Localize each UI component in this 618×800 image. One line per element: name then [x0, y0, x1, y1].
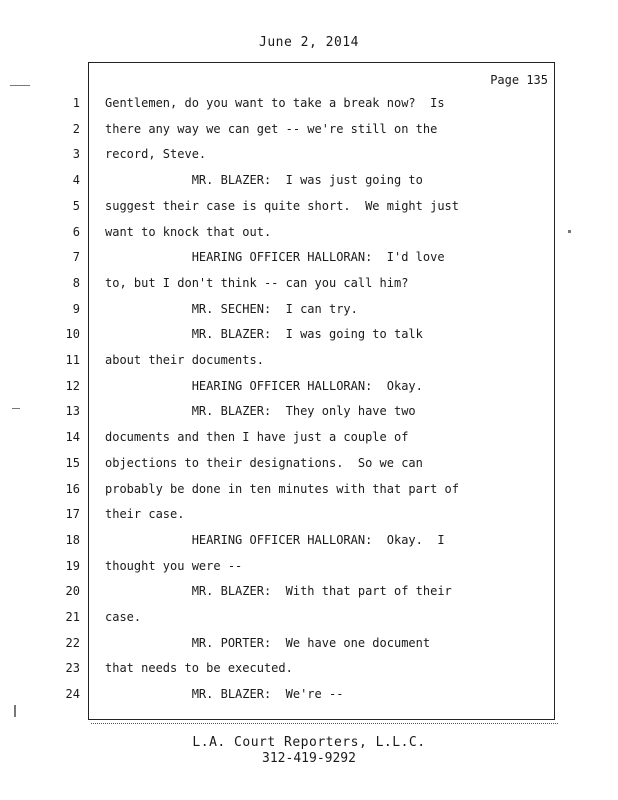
line-text: HEARING OFFICER HALLORAN: Okay.	[105, 379, 423, 393]
line-number: 1	[72, 96, 80, 110]
header-date: June 2, 2014	[259, 35, 359, 50]
line-number: 24	[65, 687, 80, 701]
line-text: HEARING OFFICER HALLORAN: Okay. I	[105, 533, 445, 547]
line-text: probably be done in ten minutes with that part of	[105, 482, 460, 496]
line-number: 8	[72, 276, 80, 290]
line-number: 6	[72, 225, 80, 239]
line-text: MR. PORTER: We have one document	[105, 636, 431, 650]
line-text: MR. BLAZER: They only have two	[105, 404, 416, 418]
line-number: 7	[72, 250, 80, 264]
line-text: their case.	[105, 507, 185, 521]
line-text: MR. BLAZER: We're --	[105, 687, 344, 701]
line-text: there any way we can get -- we're still on the	[105, 122, 438, 136]
line-number: 19	[65, 559, 80, 573]
line-number: 11	[65, 353, 80, 367]
line-number: 5	[72, 199, 80, 213]
line-text: MR. BLAZER: With that part of their	[105, 584, 452, 598]
line-text: that needs to be executed.	[105, 661, 293, 675]
line-text: suggest their case is quite short. We might just	[105, 199, 460, 213]
line-number: 22	[65, 636, 80, 650]
line-text: MR. BLAZER: I was going to talk	[105, 327, 423, 341]
line-text: MR. SECHEN: I can try.	[105, 302, 358, 316]
line-number: 14	[65, 430, 80, 444]
line-text: record, Steve.	[105, 147, 207, 161]
line-text: HEARING OFFICER HALLORAN: I'd love	[105, 250, 445, 264]
line-number: 18	[65, 533, 80, 547]
line-number: 17	[65, 507, 80, 521]
scan-speck	[12, 408, 20, 409]
line-text: about their documents.	[105, 353, 264, 367]
scan-speck	[14, 705, 16, 717]
line-text: thought you were --	[105, 559, 243, 573]
footer-company: L.A. Court Reporters, L.L.C.	[192, 735, 426, 750]
line-text: objections to their designations. So we can	[105, 456, 423, 470]
line-number: 21	[65, 610, 80, 624]
line-number: 13	[65, 404, 80, 418]
line-number: 15	[65, 456, 80, 470]
line-number: 4	[72, 173, 80, 187]
line-number: 3	[72, 147, 80, 161]
line-text: case.	[105, 610, 142, 624]
line-number: 12	[65, 379, 80, 393]
line-text: to, but I don't think -- can you call him?	[105, 276, 409, 290]
scan-speck	[10, 85, 30, 86]
footer-phone: 312-419-9292	[262, 751, 356, 766]
line-text: Gentlemen, do you want to take a break now? Is	[105, 96, 445, 110]
line-number: 9	[72, 302, 80, 316]
line-number: 2	[72, 122, 80, 136]
line-number: 20	[65, 584, 80, 598]
line-text: documents and then I have just a couple of	[105, 430, 409, 444]
line-text: want to knock that out.	[105, 225, 272, 239]
line-number: 16	[65, 482, 80, 496]
line-number: 10	[65, 327, 80, 341]
scan-speck	[568, 230, 571, 233]
page-number: Page 135	[490, 73, 548, 87]
line-number: 23	[65, 661, 80, 675]
line-text: MR. BLAZER: I was just going to	[105, 173, 423, 187]
